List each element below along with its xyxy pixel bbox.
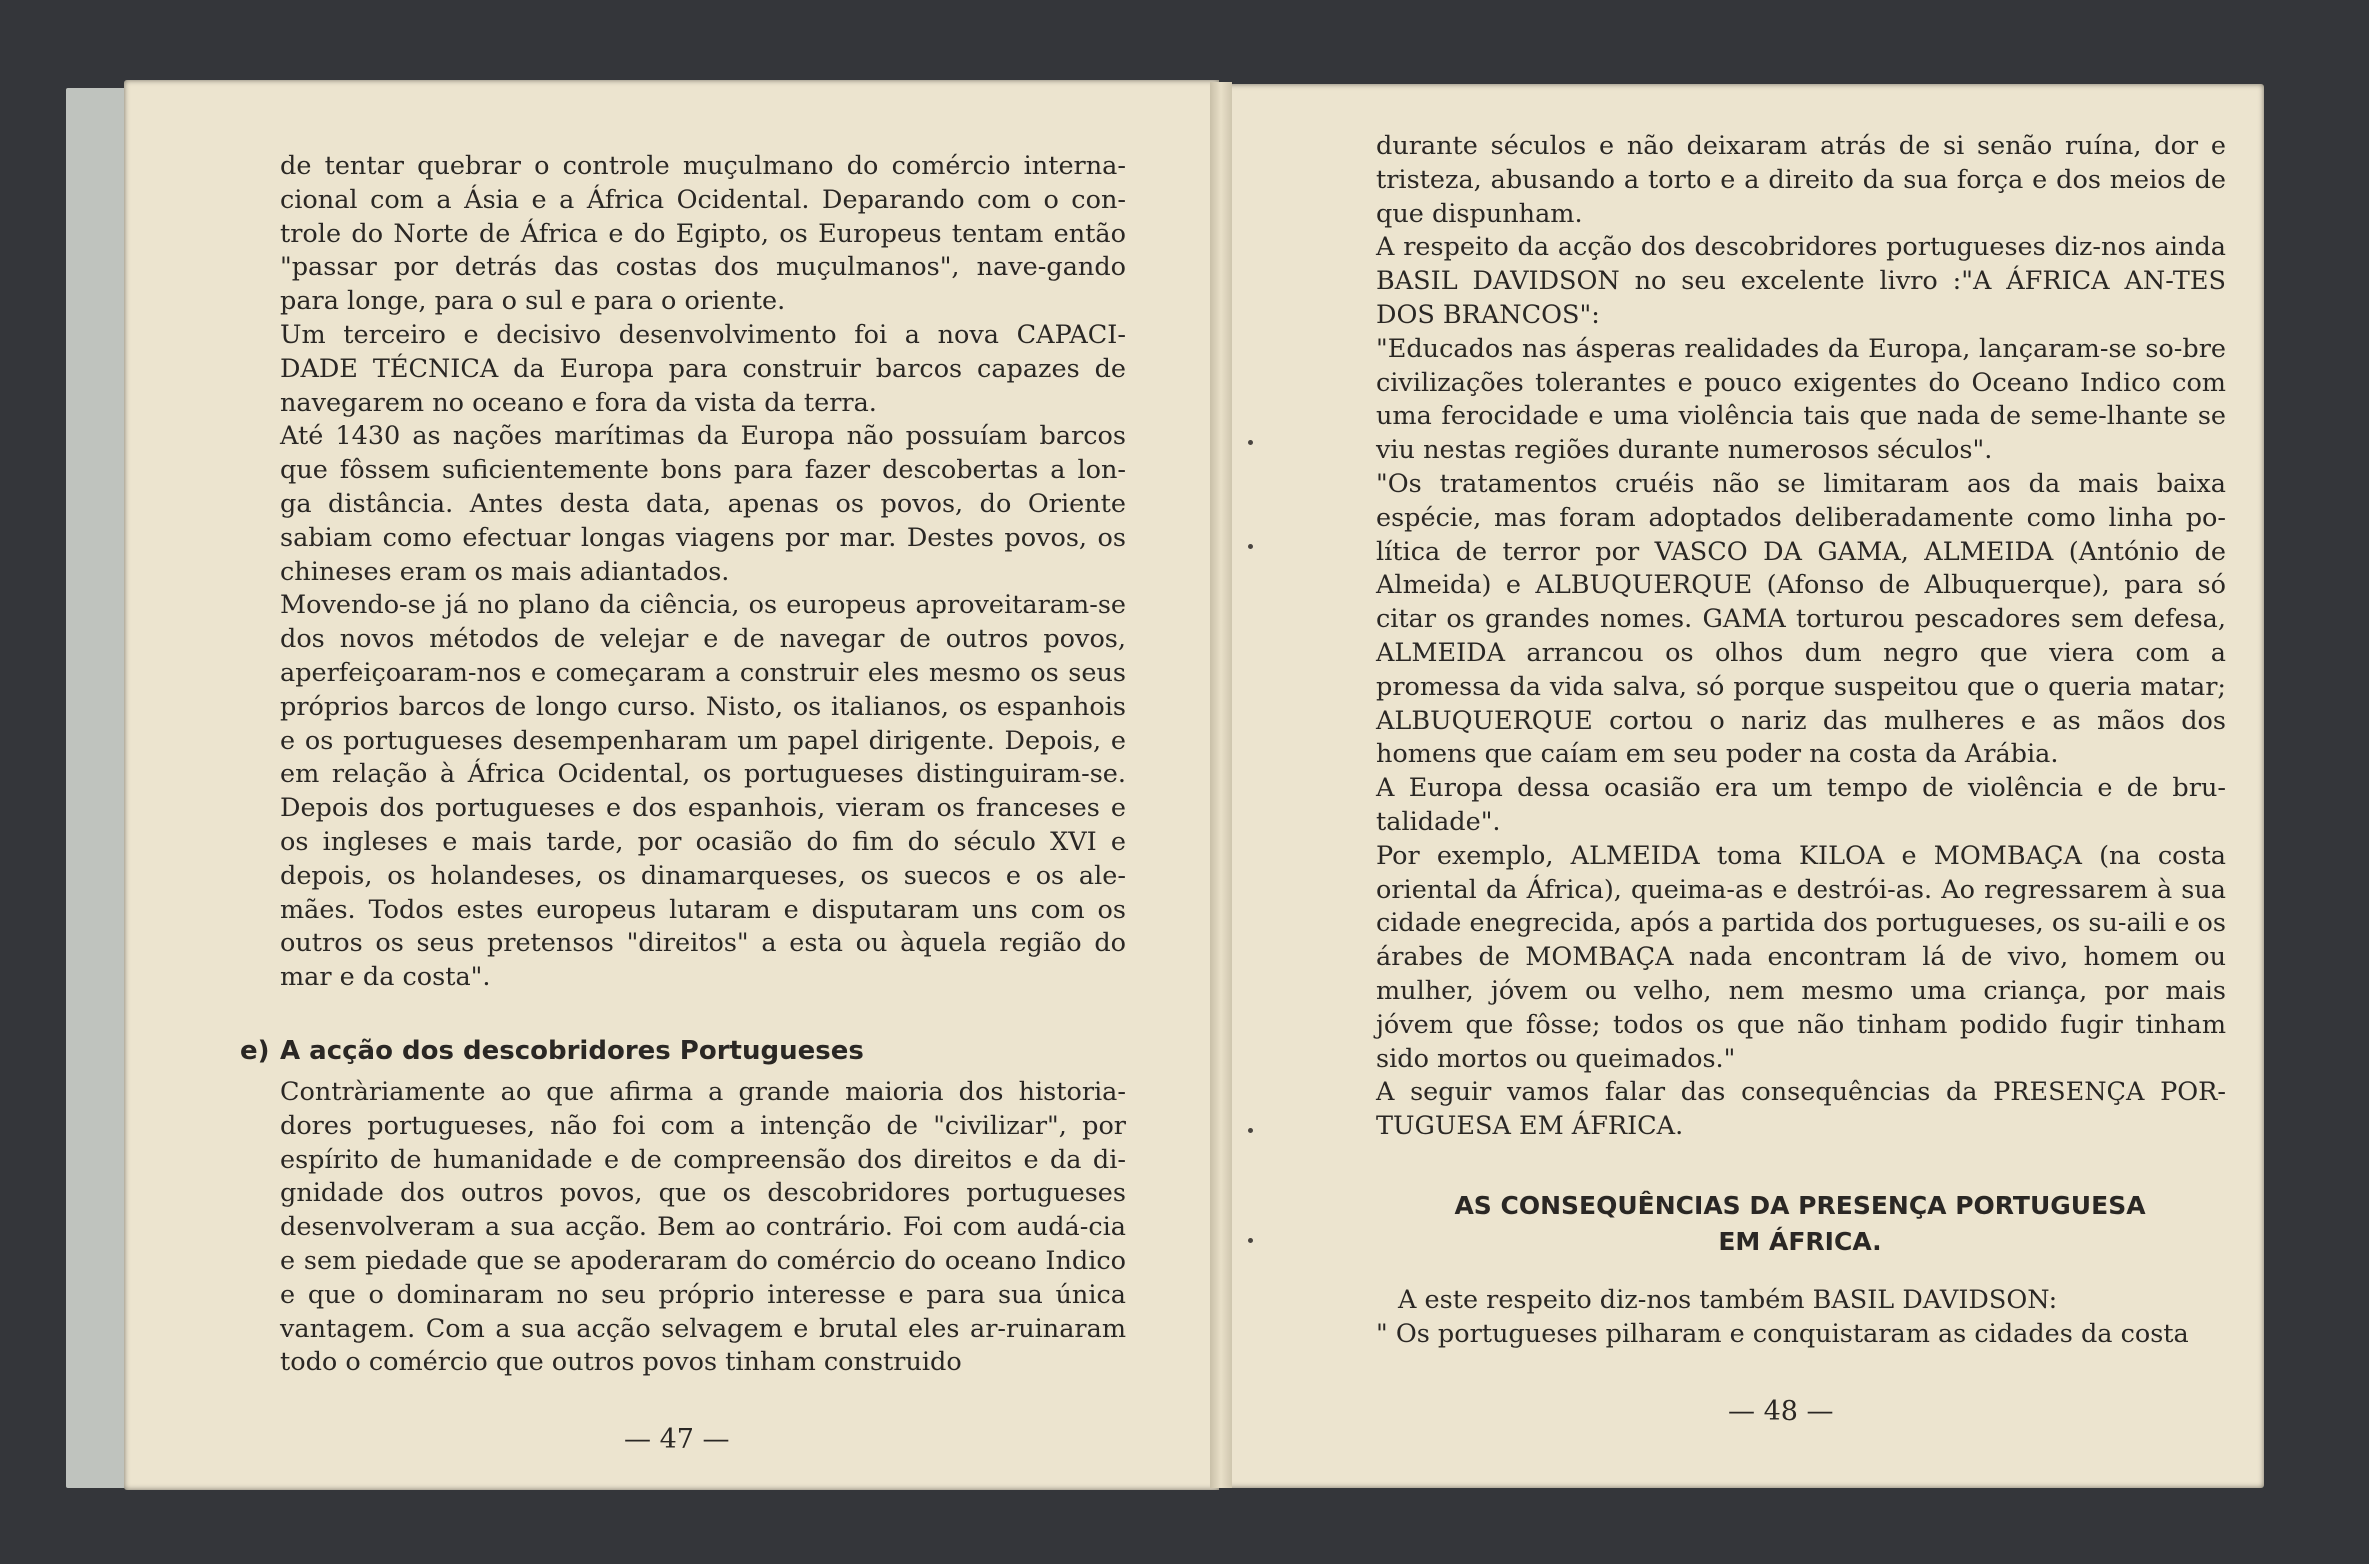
paragraph: A este respeito diz-nos também BASIL DAVIDSON: bbox=[1398, 1285, 2058, 1315]
paragraph: Por exemplo, ALMEIDA toma KILOA e MOMBAÇA (na costa oriental da África), queima-as e destrói-as. Ao regressarem à sua cidade enegrecida, após a partida dos portugueses, os su-aili e os árabes de MOMBAÇA nada encontram lá de vivo, homem ou mulher, jóvem ou velho, nem mesmo uma criança, por mais jóvem que fôsse; todos os que não tinham podido fugir tinham sido mortos ou queimados." bbox=[1376, 840, 2226, 1074]
paragraph: A seguir vamos falar das consequências da PRESENÇA POR-TUGUESA EM ÁFRICA. bbox=[1376, 1077, 2226, 1142]
paragraph: A respeito da acção dos descobridores portugueses diz-nos ainda BASIL DAVIDSON no seu excelente livro :"A ÁFRICA AN-TES DOS BRANCOS": bbox=[1376, 232, 2226, 330]
paragraph: A Europa dessa ocasião era um tempo de violência e de bru-talidade". bbox=[1376, 773, 2226, 837]
paragraph: Movendo-se já no plano da ciência, os europeus aproveitaram-se dos novos métodos de velejar e de navegar de outros povos, aperfeiçoaram-nos e começaram a construir eles mesmo os seus próprios barcos de longo curso. Nisto, os italianos, os espanhois e os portugueses desempenharam um papel dirigente. Depois, e em relação à África Ocidental, os portugueses distinguiram-se. Depois dos portugueses e dos espanhois, vieram os franceses e os ingleses e mais tarde, por ocasião do fim do século XVI e depois, os holandeses, os dinamarqueses, os suecos e os ale-mães. Todos estes europeus lutaram e disputaram uns com os outros os seus pretensos "direitos" a esta ou àquela região do mar e da costa". bbox=[280, 590, 1126, 993]
chapter-heading-line1: AS CONSEQUÊNCIAS DA PRESENÇA PORTUGUESA bbox=[1454, 1191, 2146, 1220]
left-text-column bbox=[280, 150, 1126, 995]
paragraph: Até 1430 as nações marítimas da Europa não possuíam barcos que fôssem suficientemente bons para fazer descobertas a lon-ga distância. Antes desta data, apenas os povos, do Oriente sabiam como efectuar longas viagens por mar. Destes povos, os chineses eram os mais adiantados. bbox=[280, 421, 1126, 587]
paragraph: "Educados nas ásperas realidades da Europa, lançaram-se so-bre civilizações tolerantes e pouco exigentes do Oceano Indico com uma ferocidade e uma violência tais que nada de seme-lhante se viu nestas regiões durante numerosos séculos". bbox=[1376, 333, 2226, 466]
section-heading bbox=[240, 1036, 864, 1066]
right-text-column bbox=[1376, 130, 2226, 1144]
page-number-left: — 47 — bbox=[624, 1424, 730, 1455]
section-label: e) bbox=[240, 1036, 270, 1066]
book-gutter bbox=[1210, 82, 1232, 1488]
paragraph: Um terceiro e decisivo desenvolvimento foi a nova CAPACI-DADE TÉCNICA da Europa para construir barcos capazes de navegarem no oceano e fora da vista da terra. bbox=[280, 319, 1126, 418]
paragraph: de tentar quebrar o controle muçulmano do comércio interna-cional com a Ásia e a África Ocidental. Deparando com o con-trole do Norte de África e do Egipto, os Europeus tentam então "passar por detrás das costas dos muçulmanos", nave-gando para longe, para o sul e para o oriente. bbox=[280, 151, 1126, 317]
paragraph: Contràriamente ao que afirma a grande maioria dos historia-dores portugueses, não foi com a intenção de "civilizar", por espírito de humanidade e de compreensão dos direitos e da di-gnidade dos outros povos, que os descobridores portugueses desenvolveram a sua acção. Bem ao contrário. Foi com audá-cia e sem piedade que se apoderaram do comércio do oceano Indico e que o dominaram no seu próprio interesse e para sua única vantagem. Com a sua acção selvagem e brutal eles ar-ruinaram todo o comércio que outros povos tinham construido bbox=[280, 1077, 1126, 1378]
page-number-right: — 48 — bbox=[1728, 1396, 1834, 1427]
paragraph: durante séculos e não deixaram atrás de si senão ruína, dor e tristeza, abusando a torto e a direito da sua força e dos meios de que dispunham. bbox=[1376, 131, 2226, 229]
right-closing-text bbox=[1376, 1284, 2226, 1352]
paragraph: "Os tratamentos cruéis não se limitaram aos da mais baixa espécie, mas foram adoptados deliberadamente como linha po-lítica de terror por VASCO DA GAMA, ALMEIDA (António de Almeida) e ALBUQUERQUE (Afonso de Albuquerque), para só citar os grandes nomes. GAMA torturou pescadores sem defesa, ALMEIDA arrancou os olhos dum negro que viera com a promessa da vida salva, só porque suspeitou que o queria matar; ALBUQUERQUE cortou o nariz das mulheres e as mãos dos homens que caíam em seu poder na costa da Arábia. bbox=[1376, 468, 2226, 770]
binding-dot bbox=[1248, 1238, 1253, 1243]
section-title: A acção dos descobridores Portugueses bbox=[280, 1036, 864, 1066]
left-section-body bbox=[280, 1076, 1126, 1380]
binding-dot bbox=[1248, 440, 1253, 445]
paragraph: " Os portugueses pilharam e conquistaram as cidades da costa bbox=[1376, 1318, 2189, 1349]
binding-dot bbox=[1248, 1128, 1253, 1133]
chapter-heading-line2: EM ÁFRICA. bbox=[1718, 1227, 1882, 1256]
binding-dot bbox=[1248, 544, 1253, 549]
chapter-heading bbox=[1340, 1188, 2260, 1260]
